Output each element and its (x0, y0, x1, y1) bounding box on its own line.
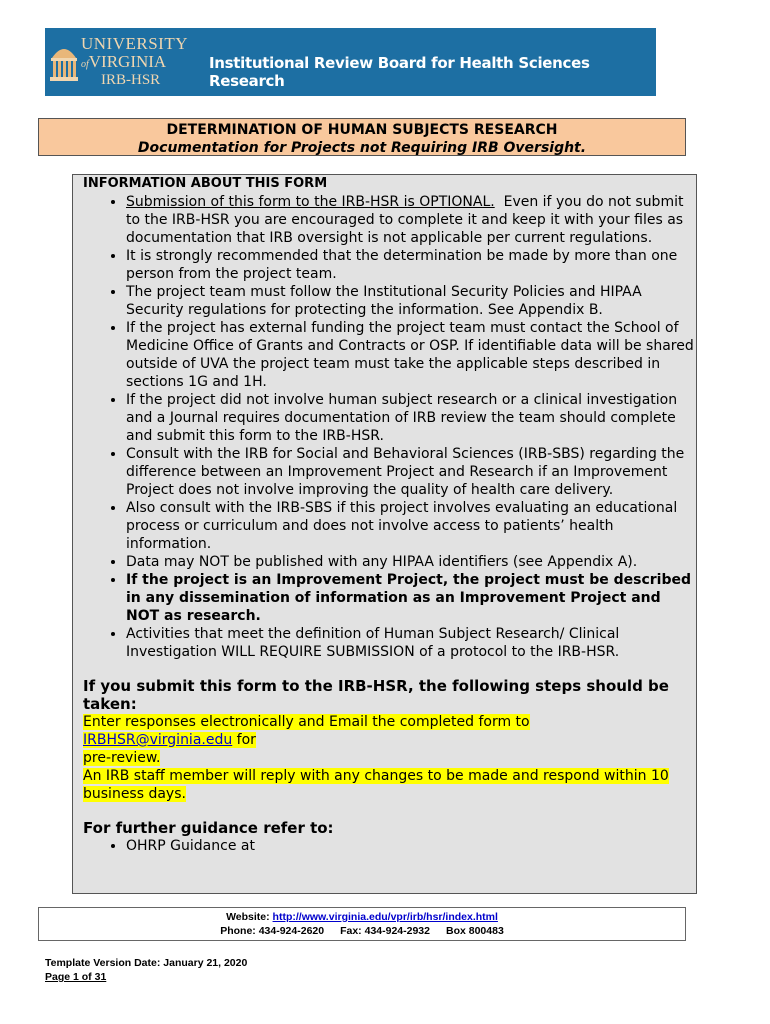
guidance-list (83, 837, 696, 855)
banner-title: Institutional Review Board for Health Sciences Research (209, 54, 590, 90)
logo-of: of (81, 59, 89, 70)
list-item: • The project team must follow the Institutional Security Policies and HIPAA Security regulations for protecting the information. See Appendix B. (126, 283, 696, 319)
list-item: • If the project is an Improvement Project, the project must be described in any dissemination of information as an Improvement Project and NOT as research. (126, 571, 696, 625)
list-item: • OHRP Guidance at (126, 837, 696, 855)
submit-line2: An IRB staff member will reply with any changes to be made and respond within 10 business days. (83, 768, 669, 802)
guidance-heading: For further guidance refer to: (83, 819, 334, 837)
list-item: • Data may NOT be published with any HIPAA identifiers (see Appendix A). (126, 553, 696, 571)
optional-note: Submission of this form to the IRB-HSR is OPTIONAL. (126, 194, 495, 210)
version-date: Template Version Date: January 21, 2020 (45, 957, 248, 969)
logo-university: UNIVERSITY (81, 34, 188, 53)
box-text: Box 800483 (446, 925, 504, 937)
info-heading: INFORMATION ABOUT THIS FORM (83, 176, 328, 191)
title-box (38, 118, 686, 156)
title-subtitle: Documentation for Projects not Requiring IRB Oversight. (137, 140, 587, 156)
submit-preview: pre-review. (83, 750, 161, 766)
info-list (83, 193, 696, 661)
logo-virginia-text: VIRGINIA (88, 52, 167, 71)
footer-contact (38, 907, 686, 941)
list-item: • It is strongly recommended that the determination be made by more than one person from the project team. (126, 247, 696, 283)
list-item (126, 193, 696, 247)
fax-text: Fax: 434-924-2932 (340, 925, 430, 937)
version-info (45, 956, 247, 984)
submit-for: for (232, 732, 256, 748)
submit-instructions (83, 713, 696, 803)
header-banner (45, 28, 656, 96)
logo-irb-hsr: IRB-HSR (101, 72, 161, 88)
page-number: Page 1 of 31 (45, 971, 107, 983)
bullet1-text: Even if you do not submit to the IRB-HSR you are encouraged to complete it and keep it with your files as documentation that IRB oversight is not applicable per current regulations. (126, 194, 688, 246)
list-item: • If the project has external funding the project team must contact the School of Medicine Office of Grants and Contracts or OSP. If identifiable data will be shared outside of UVA the project team must take the applicable steps described in sections 1G and 1H. (126, 319, 696, 391)
website-link[interactable]: http://www.virginia.edu/vpr/irb/hsr/index.html (272, 911, 498, 923)
list-item: • Also consult with the IRB-SBS if this project involves evaluating an educational process or curriculum and does not involve access to patients’ health information. (126, 499, 696, 553)
information-section (72, 174, 697, 894)
title-main: DETERMINATION OF HUMAN SUBJECTS RESEARCH (166, 122, 558, 138)
irb-email-link[interactable]: IRBHSR@virginia.edu (83, 732, 233, 748)
rotunda-icon (49, 36, 79, 84)
list-item: • Consult with the IRB for Social and Behavioral Sciences (IRB-SBS) regarding the difference between an Improvement Project and Research if an Improvement Project does not involve improving the quality of health care delivery. (126, 445, 696, 499)
submit-line1: Enter responses electronically and Email the completed form to (83, 714, 530, 730)
phone-text: Phone: 434-924-2620 (220, 925, 325, 937)
website-label: Website: (226, 911, 273, 923)
submit-heading: If you submit this form to the IRB-HSR, the following steps should be taken: (83, 677, 669, 713)
list-item: • If the project did not involve human subject research or a clinical investigation and a Journal requires documentation of IRB review the team should complete and submit this form to the IRB-HSR. (126, 391, 696, 445)
logo-virginia (81, 53, 188, 70)
uva-logo (49, 32, 189, 92)
list-item: • Activities that meet the definition of Human Subject Research/ Clinical Investigation WILL REQUIRE SUBMISSION of a protocol to the IRB-HSR. (126, 625, 696, 661)
